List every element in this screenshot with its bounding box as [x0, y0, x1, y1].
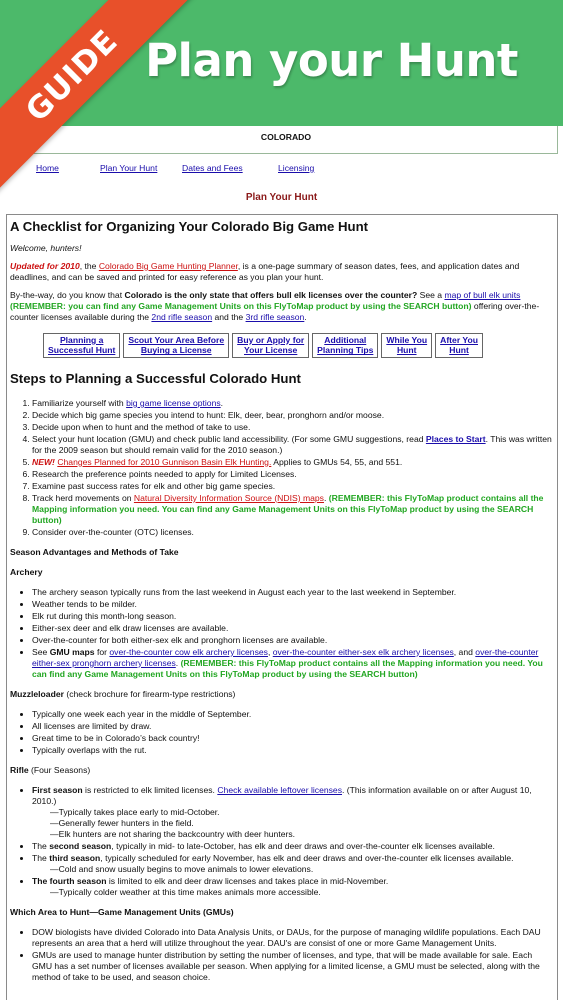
bull-elk-paragraph: By-the-way, do you know that Colorado is the only state that offers bull elk licenses over the counter? See a map of bull elk units (REMEMBER: you can find any Game Management Units on this FlyToMap product by using the SEARCH button) offering over-the-counter licenses available during the 2nd rifle season and the 3rd rifle season.: [10, 289, 540, 322]
guide-ribbon: [0, 0, 200, 200]
list-item: • Over-the-counter for both either-sex elk and pronghorn licenses are available.: [32, 635, 554, 646]
muzzleloader-list: [32, 709, 554, 756]
list-item: • The fourth season is limited to elk and deer draw licenses and takes place in mid-November. —Typically colder weather at this time makes animals more accessible.: [32, 876, 554, 898]
list-item: • Typically one week each year in the middle of September.: [32, 709, 554, 720]
updated-paragraph: Updated for 2010, the Colorado Big Game Hunting Planner, is a one-page summary of season dates, fees, and application dates and deadlines, and can be saved and printed for easy reference as you plan your hunt.: [10, 260, 520, 282]
rifle-heading: Rifle (Four Seasons): [10, 764, 91, 775]
list-item: • GMUs are used to manage hunter distribution by setting the number of licenses, and type, that will be made available for sale. Each GMU has a set number of licenses available per season. When applying for a limited license, a GMU must be selected, along with the method of take to be used, and season choice.: [32, 950, 554, 983]
nav-home-link[interactable]: Home: [36, 163, 59, 173]
archery-list: [32, 587, 554, 680]
steps-title: Steps to Planning a Successful Colorado Hunt: [10, 370, 301, 386]
list-item: 2. Decide which big game species you intend to hunt: Elk, deer, bear, pronghorn and/or moose.: [32, 410, 554, 421]
third-rifle-link[interactable]: 3rd rifle season: [245, 311, 305, 322]
list-item: • First season is restricted to elk limited licenses. Check available leftover licenses. (This information available on or after August 10, 2010.) —Typically takes place early to mid-October. —Generally fewer hunters in the field. —Elk hunters are not sharing the backcountry with deer hunters.: [32, 785, 554, 840]
list-item: 6. Research the preference points needed to apply for Limited Licenses.: [32, 469, 554, 480]
list-item: • Weather tends to be milder.: [32, 599, 554, 610]
list-item: 1. Familiarize yourself with big game license options.: [32, 398, 554, 409]
gmu-list: [32, 927, 554, 983]
list-item: 7. Examine past success rates for elk and other big game species.: [32, 481, 554, 492]
list-item: • DOW biologists have divided Colorado into Data Analysis Units, or DAUs, for the purpose of managing wildlife populations. Each DAU represents an area that a herd will utilize throughout the year. DAU's are consist of one or more Game Management Units.: [32, 927, 554, 949]
list-item: 8. Track herd movements on Natural Diversity Information Source (NDIS) maps. (REMEMBER: this FlyToMap product contains all the Mapping information you need. You can find any Game Management Units on this FlyToMap product by using the SEARCH button): [32, 493, 554, 526]
gmu-heading: Which Area to Hunt—Game Management Units (GMUs): [10, 906, 234, 917]
navtable-planning-cell[interactable]: Planning a Successful Hunt: [43, 333, 120, 358]
list-item: • Typically overlaps with the rut.: [32, 745, 554, 756]
list-item: • The third season, typically scheduled for early November, has elk and deer draws and over-the-counter elk licenses available. —Cold and snow usually begins to move animals to lower elevations.: [32, 853, 554, 875]
list-item: 3. Decide upon when to hunt and the method of take to use.: [32, 422, 554, 433]
license-options-link[interactable]: big game license options: [126, 397, 221, 408]
planner-link[interactable]: Colorado Big Game Hunting Planner: [98, 260, 238, 271]
either-sex-elk-archery-link[interactable]: over-the-counter either-sex elk archery licenses: [272, 646, 454, 657]
bull-elk-map-link[interactable]: map of bull elk units: [444, 289, 521, 300]
leftover-licenses-link[interactable]: Check available leftover licenses: [217, 784, 343, 795]
list-item: • All licenses are limited by draw.: [32, 721, 554, 732]
list-item: 5. NEW! Changes Planned for 2010 Gunnison Basin Elk Hunting. Applies to GMUs 54, 55, and 551.: [32, 457, 554, 468]
navtable-buy-cell[interactable]: Buy or Apply for Your License: [232, 333, 309, 358]
rifle-list: [32, 785, 554, 898]
gunnison-changes-link[interactable]: Changes Planned for 2010 Gunnison Basin Elk Hunting.: [57, 456, 272, 467]
list-item: • Elk rut during this month-long season.: [32, 611, 554, 622]
seasons-title: Season Advantages and Methods of Take: [10, 546, 179, 557]
places-to-start-link[interactable]: Places to Start: [425, 433, 486, 444]
page-heading: Plan Your Hunt: [245, 192, 318, 203]
list-item: • The archery season typically runs from the last weekend in August each year to the last weekend in September.: [32, 587, 554, 598]
muzzleloader-heading: Muzzleloader (check brochure for firearm-type restrictions): [10, 688, 236, 699]
list-item: 4. Select your hunt location (GMU) and check public land accessibility. (For some GMU suggestions, read Places to Start. This was written for the 2009 season but should remain valid for the 2010 season.): [32, 434, 554, 456]
state-title: COLORADO: [260, 132, 312, 142]
nav-plan-your-hunt-link[interactable]: Plan Your Hunt: [100, 163, 158, 173]
web-page: [0, 126, 563, 1000]
nav-dates-and-fees-link[interactable]: Dates and Fees: [182, 163, 243, 173]
list-item: • The second season, typically in mid- to late-October, has elk and deer draws and over-the-counter elk licenses available.: [32, 841, 554, 852]
archery-heading: Archery: [10, 566, 43, 577]
navtable-after-cell[interactable]: After You Hunt: [435, 333, 483, 358]
pronghorn-archery-link[interactable]: over-the-counter either-sex pronghorn archery licenses: [32, 646, 539, 668]
content-frame: [6, 214, 558, 1000]
navtable-while-cell[interactable]: While You Hunt: [381, 333, 432, 358]
guide-ribbon-label: GUIDE: [0, 0, 198, 200]
welcome-text: Welcome, hunters!: [10, 242, 82, 253]
second-rifle-link[interactable]: 2nd rifle season: [151, 311, 213, 322]
list-item: • See GMU maps for over-the-counter cow elk archery licenses, over-the-counter either-sex elk archery licenses, and over-the-counter either-sex pronghorn archery licenses. (REMEMBER: this FlyToMap product contains all the Mapping information you need. You can find any Game Management Units on this FlyToMap product by using the SEARCH button): [32, 647, 554, 680]
nav-licensing-link[interactable]: Licensing: [278, 163, 315, 173]
list-item: • Great time to be in Colorado’s back country!: [32, 733, 554, 744]
navtable-scout-cell[interactable]: Scout Your Area Before Buying a License: [123, 333, 229, 358]
steps-list: [32, 398, 554, 538]
navtable-tips-cell[interactable]: Additional Planning Tips: [312, 333, 378, 358]
list-item: 9. Consider over-the-counter (OTC) licenses.: [32, 527, 554, 538]
cow-elk-archery-link[interactable]: over-the-counter cow elk archery licenses: [109, 646, 268, 657]
ndis-maps-link[interactable]: Natural Diversity Information Source (NDIS) maps: [133, 492, 324, 503]
list-item: • Either-sex deer and elk draw licenses are available.: [32, 623, 554, 634]
banner-title: Plan your Hunt: [145, 34, 518, 87]
section-nav-table: [40, 330, 486, 361]
checklist-title: A Checklist for Organizing Your Colorado Big Game Hunt: [10, 219, 369, 234]
